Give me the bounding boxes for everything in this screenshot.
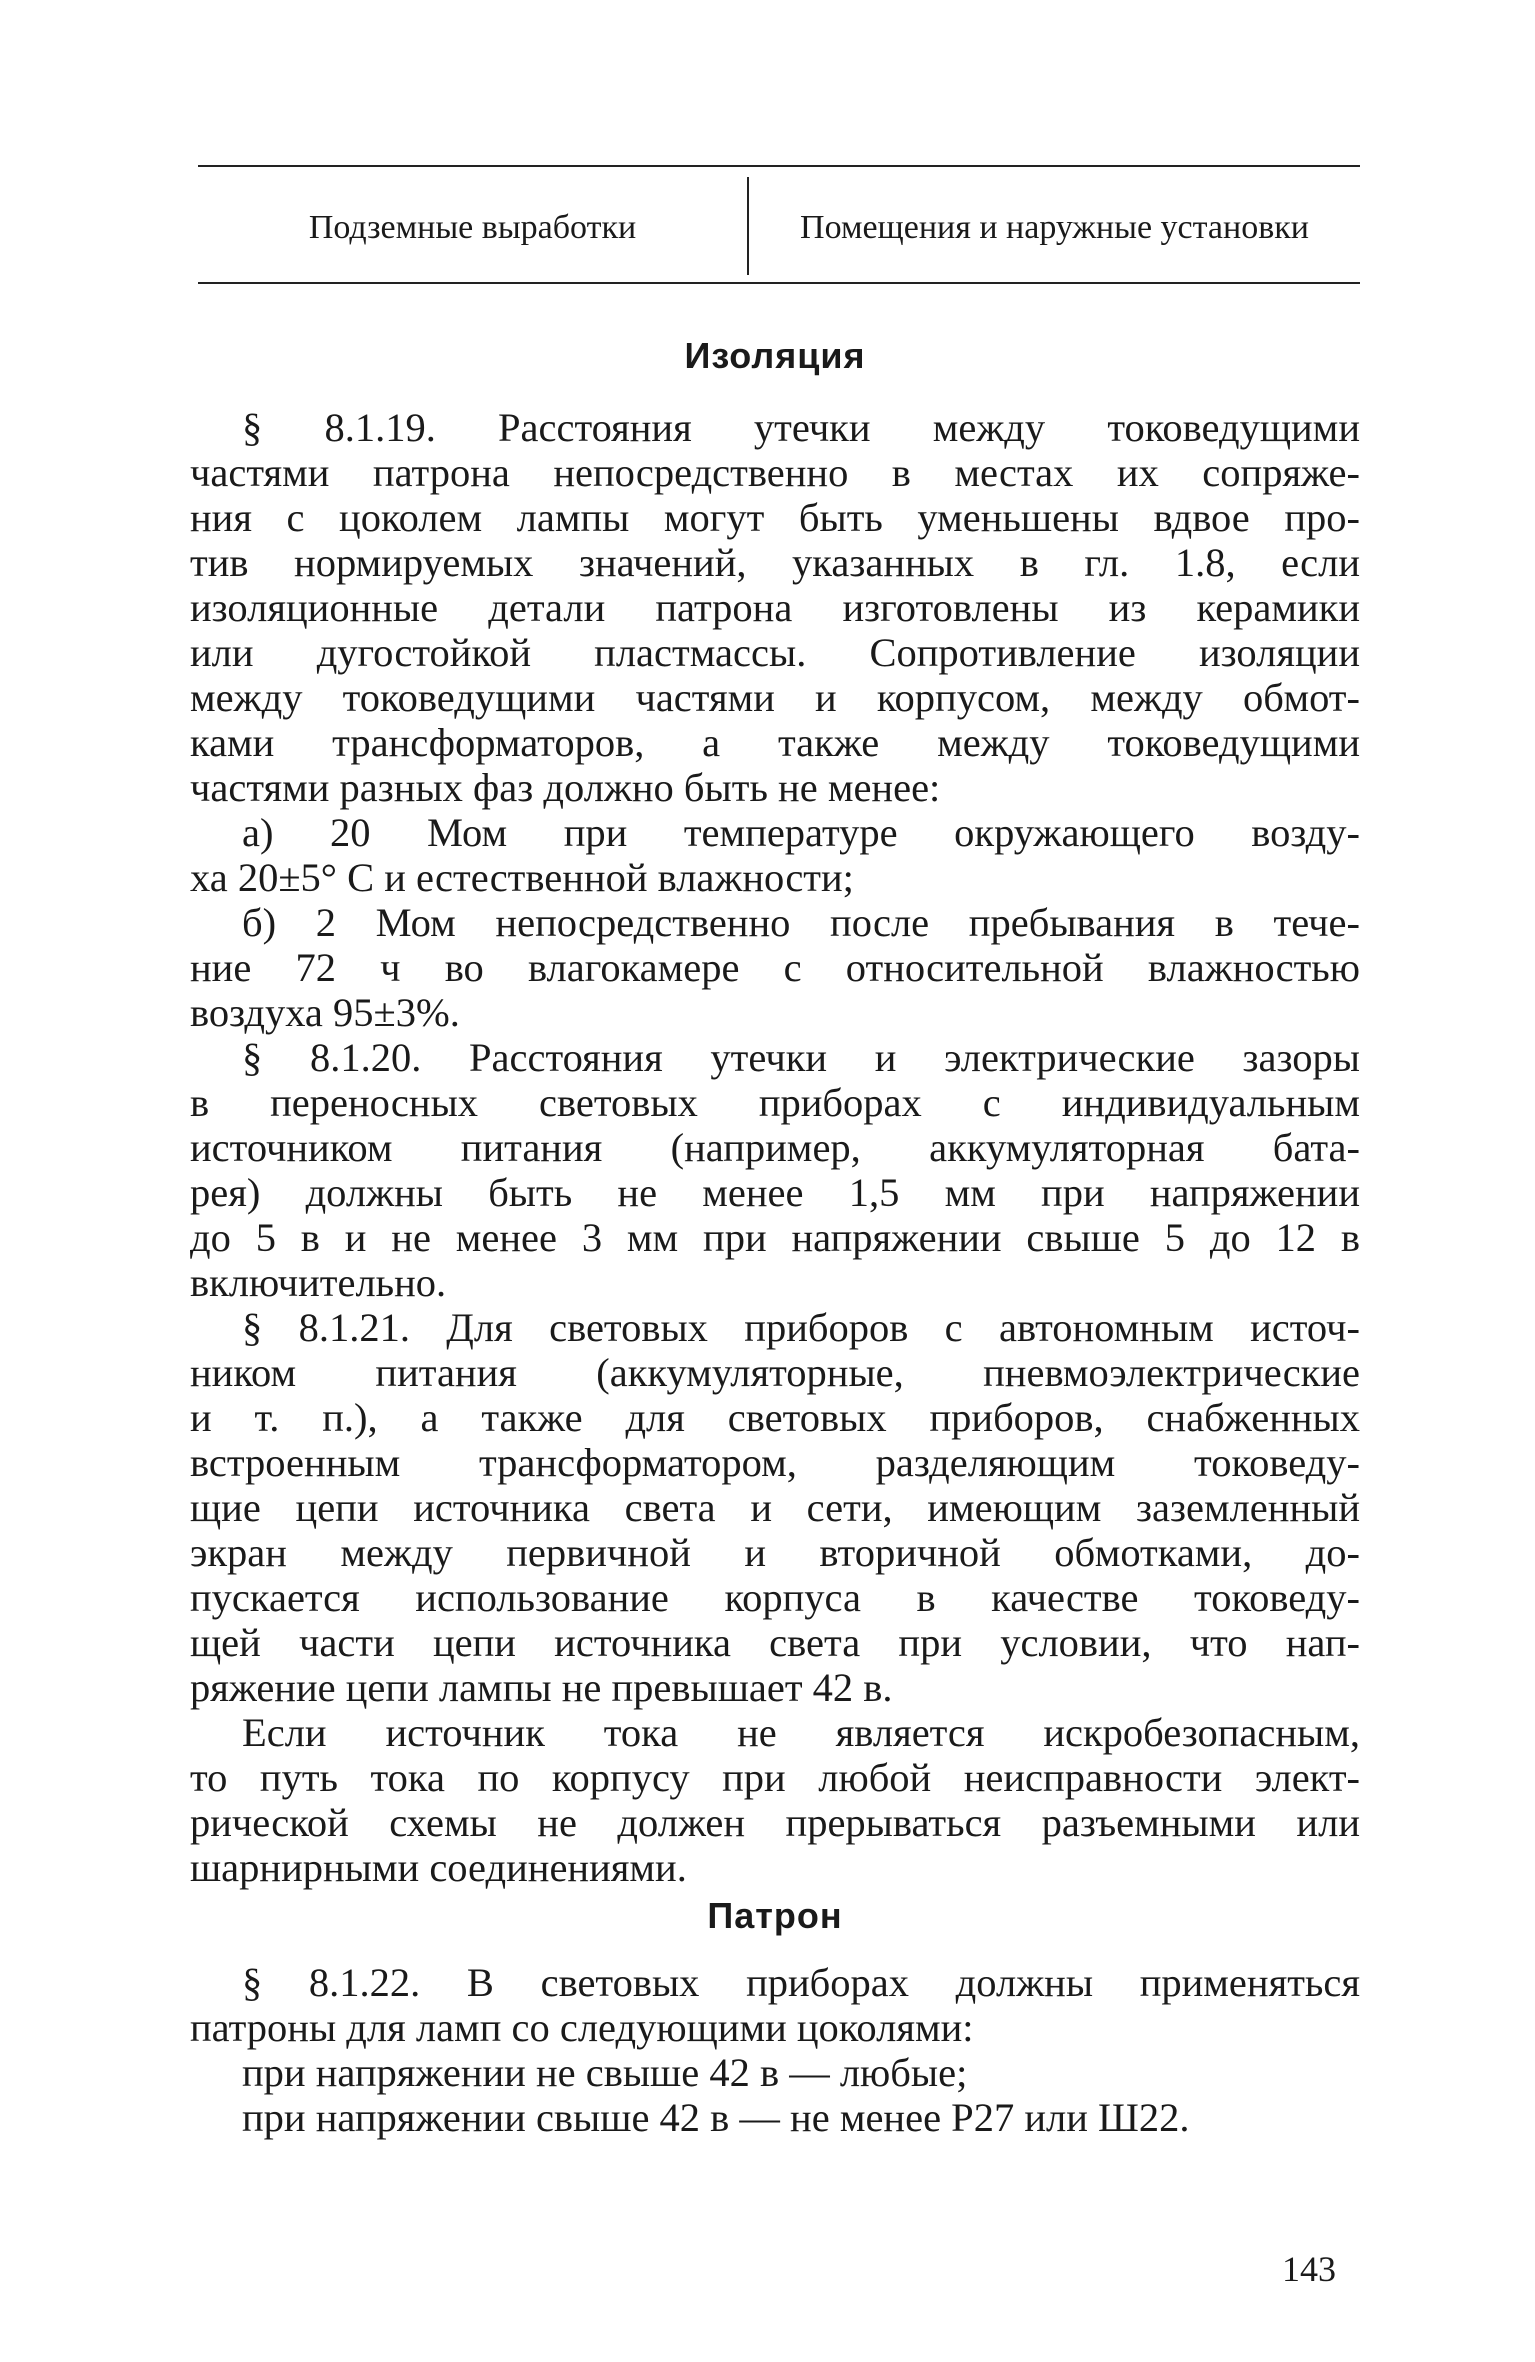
text-line: ха 20±5° С и естественной влажности; (190, 855, 854, 900)
text-line: ряжение цепи лампы не превышает 42 в. (190, 1665, 893, 1710)
text-line: частями разных фаз должно быть не менее: (190, 765, 941, 810)
text-line: тив нормируемых значений, указанных в гл. 1.8, если (190, 540, 1360, 585)
paragraph-8-1-21 (190, 1305, 1360, 1710)
text-line: Если источник тока не является искробезопасным, (242, 1710, 1360, 1755)
text-line: изоляционные детали патрона изготовлены из керамики (190, 585, 1360, 630)
text-line: рической схемы не должен прерываться разъемными или (190, 1800, 1360, 1845)
list-item-b (190, 900, 1360, 1035)
text-line: или дугостойкой пластмассы. Сопротивление изоляции (190, 630, 1360, 675)
header-bottom-rule (198, 282, 1360, 284)
text-line: при напряжении не свыше 42 в — любые; (242, 2050, 968, 2095)
text-line: ние 72 ч во влагокамере с относительной влажностью (190, 945, 1360, 990)
paragraph-8-1-20 (190, 1035, 1360, 1305)
section-title-isolation: Изоляция (684, 335, 866, 376)
text-line: то путь тока по корпусу при любой неисправности элект- (190, 1755, 1360, 1800)
text-line: частями патрона непосредственно в местах их сопряже- (190, 450, 1360, 495)
text-line: при напряжении свыше 42 в — не менее Р27 или Ш22. (242, 2095, 1190, 2140)
text-line: пускается использование корпуса в качестве токоведу- (190, 1575, 1360, 1620)
text-line: щие цепи источника света и сети, имеющим заземленный (190, 1485, 1360, 1530)
text-line: экран между первичной и вторичной обмотками, до- (190, 1530, 1360, 1575)
text-line: источником питания (например, аккумуляторная бата- (190, 1125, 1360, 1170)
text-line: между токоведущими частями и корпусом, между обмот- (190, 675, 1360, 720)
text-line: включительно. (190, 1260, 447, 1305)
text-line: ния с цоколем лампы могут быть уменьшены вдвое про- (190, 495, 1360, 540)
list-item-a (190, 810, 1360, 900)
header-right-cell: Помещения и наружные установки (800, 209, 1309, 246)
text-line: рея) должны быть не менее 1,5 мм при напряжении (190, 1170, 1360, 1215)
header-top-rule (198, 165, 1360, 167)
text-line: воздуха 95±3%. (190, 990, 460, 1035)
running-header-table (198, 165, 1360, 285)
text-line: и т. п.), а также для световых приборов, снабженных (190, 1395, 1360, 1440)
text-line: б) 2 Мом непосредственно после пребывания в тече- (242, 900, 1360, 945)
paragraph-8-1-21-continued (190, 1710, 1360, 1890)
text-line: § 8.1.22. В световых приборах должны применяться (242, 1960, 1360, 2005)
text-line: а) 20 Мом при температуре окружающего возду- (242, 810, 1360, 855)
text-line: § 8.1.21. Для световых приборов с автономным источ- (242, 1305, 1360, 1350)
section-title-cartridge: Патрон (707, 1895, 843, 1936)
text-line: шарнирными соединениями. (190, 1845, 687, 1890)
text-line: ником питания (аккумуляторные, пневмоэлектрические (190, 1350, 1360, 1395)
text-line: § 8.1.19. Расстояния утечки между токоведущими (242, 405, 1360, 450)
paragraph-8-1-22 (190, 1960, 1360, 2140)
paragraph-8-1-19 (190, 405, 1360, 810)
text-line: § 8.1.20. Расстояния утечки и электрические зазоры (242, 1035, 1360, 1080)
text-line: в переносных световых приборах с индивидуальным (190, 1080, 1360, 1125)
text-line: патроны для ламп со следующими цоколями: (190, 2005, 974, 2050)
text-line: ками трансформаторов, а также между токоведущими (190, 720, 1360, 765)
text-line: до 5 в и не менее 3 мм при напряжении свыше 5 до 12 в (190, 1215, 1360, 1260)
header-left-cell: Подземные выработки (308, 209, 637, 246)
text-line: щей части цепи источника света при условии, что нап- (190, 1620, 1360, 1665)
page-number: 143 (1282, 2249, 1336, 2289)
text-line: встроенным трансформатором, разделяющим токоведу- (190, 1440, 1360, 1485)
